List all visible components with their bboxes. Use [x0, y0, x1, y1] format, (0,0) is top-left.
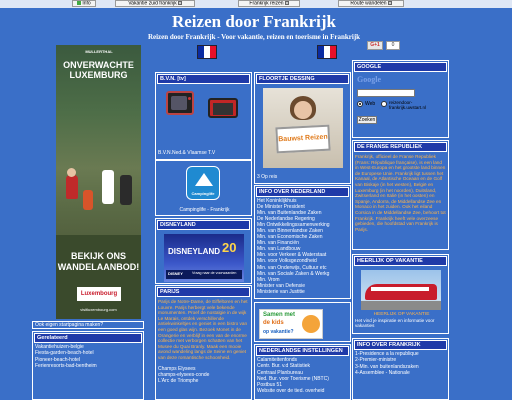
info-frankrijk-list: [353, 351, 448, 376]
bvn-caption: B.V.N.Ned.& Vlaamse T.V: [158, 150, 216, 156]
disneyland-banner[interactable]: [164, 234, 244, 282]
link-icon: [178, 1, 182, 5]
nederland-info-link[interactable]: De Nederlandse Regering: [257, 216, 315, 223]
nl-instellingen-link[interactable]: Calamiteitenfonds: [257, 357, 298, 363]
page: [5, 8, 503, 400]
related-link[interactable]: Pioneer-beach-hotel: [35, 356, 81, 363]
google-header: GOOGLE: [354, 62, 447, 72]
nederland-info-link[interactable]: Min. van Landbouw: [257, 246, 301, 253]
disneyland-tagline: Vraag naar de voorwaarden: [192, 271, 237, 275]
nl-instellingen-panel: [254, 344, 351, 400]
top-toolbar: [0, 0, 512, 8]
google-logo: Google: [357, 75, 381, 84]
campinglife-caption: Campinglife - Frankrijk: [179, 207, 230, 213]
heerlijk-description: Het vind je inspiratie en informatie voor vakanties: [355, 318, 435, 329]
related-link[interactable]: Fiesta-garden-beach-hotel: [35, 350, 94, 357]
page-title: Reizen door Frankrijk: [171, 12, 336, 31]
french-flag-icon: [317, 45, 337, 59]
info-frankrijk-link[interactable]: 3-Min. van buitenlandszaken: [355, 363, 419, 370]
disneyland-panel: [155, 218, 252, 284]
info-frankrijk-panel: [352, 338, 449, 400]
ad-headline-2: LUXEMBURG: [69, 70, 128, 80]
nederland-info-header: INFO OVER NEDERLAND: [256, 187, 349, 197]
nl-instellingen-link[interactable]: Centr. Bur. v.d Statistiek: [257, 363, 310, 370]
parijs-link[interactable]: Champs Elysees: [158, 365, 196, 372]
link-icon: [285, 1, 289, 5]
french-flag-icon: [197, 45, 217, 59]
google-panel: [352, 60, 449, 138]
bvn-header: B.V.N. [tv]: [157, 74, 250, 84]
nederland-info-link[interactable]: Min. van Sociale Zaken & Werkg: [257, 270, 330, 277]
franse-republiek-panel: [352, 140, 449, 250]
hiker-figure: [66, 175, 78, 199]
nederland-info-link[interactable]: Min. van Economische Zaken: [257, 234, 323, 241]
ad-cta-1: BEKIJK ONS: [70, 251, 126, 261]
train-photo[interactable]: [361, 270, 441, 310]
radio-web-label: Web: [365, 101, 376, 107]
nederland-info-link[interactable]: Min. voor Volksgezondheid: [257, 258, 317, 265]
ad-headline-1: ONVERWACHTE: [63, 60, 134, 70]
parijs-header: PARIJS: [157, 287, 250, 297]
parijs-panel: [155, 285, 252, 400]
luxembourg-ad[interactable]: [56, 45, 141, 319]
related-link[interactable]: Ferienresorts-bad-bentheim: [35, 362, 97, 369]
disneyland-header: DISNEYLAND: [157, 220, 250, 230]
nl-instellingen-link[interactable]: Website over de tied. overheid: [257, 388, 325, 395]
heerlijk-caption: HEERLIJK OP VAKANTIE: [373, 312, 430, 317]
disney-brand: DISNEY: [168, 271, 183, 276]
sun-icon: [302, 315, 320, 333]
floortje-photo[interactable]: [263, 88, 343, 168]
hiker-head: [67, 168, 76, 177]
parijs-link[interactable]: L'Arc de Triomphe: [158, 378, 199, 385]
floortje-sign: Bauwst Reizen: [275, 125, 330, 154]
heerlijk-panel: [352, 254, 449, 334]
related-header: Gerelateerd: [34, 333, 142, 343]
related-panel: [32, 331, 144, 400]
gplus-button[interactable]: G+1: [367, 41, 383, 50]
heerlijk-header: HEERLIJK OP VAKANTIE: [354, 256, 447, 266]
tv-icon[interactable]: [166, 91, 194, 115]
radio-site-label: reizendoor-frankrijk.uwstart.nl: [389, 100, 427, 110]
hiker-figure: [83, 190, 93, 210]
radio-web[interactable]: [357, 101, 363, 107]
nederland-info-link[interactable]: Min. voor Verkeer & Waterstaat: [257, 252, 327, 259]
tv-icon[interactable]: [208, 98, 238, 118]
nederland-info-link[interactable]: De Minister President: [257, 204, 305, 211]
disneyland-logo: DISNEYLAND: [168, 247, 221, 256]
nederland-info-link[interactable]: Het Koninklijkhuis: [257, 198, 297, 204]
nl-instellingen-list: [255, 357, 350, 395]
nederland-info-link[interactable]: Minister van Defensie: [257, 282, 306, 289]
info-frankrijk-link[interactable]: 1-Presidence a la republique: [355, 351, 419, 357]
nl-instellingen-link[interactable]: Postbus 51: [257, 382, 283, 389]
campinglife-panel: [155, 160, 252, 216]
top-link-frankrijk-reizen[interactable]: Frankrijk reizen: [238, 0, 300, 7]
nederland-info-link[interactable]: Min. Vrom: [257, 276, 280, 283]
bvn-panel: [155, 72, 252, 160]
link-icon: [388, 1, 392, 5]
hiker-figure: [120, 175, 132, 205]
info-frankrijk-link[interactable]: 4-Assemblee - Nationale: [355, 369, 410, 376]
parijs-link[interactable]: champs-elysees-conde: [158, 371, 210, 378]
ad-site: visitluxembourg.com: [80, 307, 117, 312]
info-icon: [77, 1, 81, 5]
page-subtitle: Reizen door Frankrijk - Voor vakantie, reizen en toerisme in Frankrijk: [147, 33, 361, 41]
nederland-info-link[interactable]: Min. van Buitenlandse Zaken: [257, 210, 322, 217]
campinglife-logo[interactable]: Campinglife: [186, 166, 220, 200]
franse-republiek-text: Frankrijk, officieel de Franse Republiek (Frans: République française), is een land in West-Europa en het grootste land binnen de Europese Unie. Frankrijk ligt tussen het Kanaal, de Atlantische Oceaan en de Golf van Biskaje (in het westen), België en Luxemburg (in het noorden), Duitsland, Zwitserland en Italië (in het oosten) en Spanje, Andorra, de Middellandse Zee en Monaco in het zuiden. Ook het eiland Corsica in de Middellandse Zee, behoort tot Frankrijk. Frankrijk heeft vele overzeese gebieden, die hoofdstad van Frankrijk is Parijs.: [355, 154, 446, 232]
nl-instellingen-link[interactable]: Centraal Planbureau: [257, 369, 303, 376]
franse-republiek-header: DE FRANSE REPUBLIEK: [354, 142, 447, 152]
ad-cta-2: WANDELAANBOD!: [57, 262, 140, 272]
parijs-text: Parijs de Notre-Dame, de Eiffeltoren en het Louvre. Parijs herbergt vele bekende monumenten. Proef de nostalgie in de wijk Le Marais, ontdek verschillende antiekwinkeltjes en geniet in een bistro van een goed glas wijn. Bezoek Monet in de Orangerie en verblijf in een van de enorme collectie met verborgen schatten van het Musee du Quai Branly. Maak een mooie avond wandeling langs de Seine en geniet van deze romantische schoonheid.: [158, 299, 248, 360]
top-link-route-wandelen[interactable]: Route wandelen: [338, 0, 404, 7]
start-page-bar[interactable]: Ook eigen startpagina maken?: [32, 321, 144, 329]
info-frankrijk-link[interactable]: 2-Premier-ministre: [355, 357, 397, 364]
google-search-input[interactable]: [357, 89, 415, 97]
luxembourg-logo: Luxembourg: [77, 287, 121, 301]
anniversary-badge: 20: [222, 240, 237, 255]
nederland-info-list: [255, 198, 350, 295]
nederland-info-link[interactable]: Min Ontwikkelingssamenwerking: [257, 222, 330, 229]
person-face: [294, 101, 312, 119]
nl-instellingen-header: NEDERLANDSE INSTELLINGEN: [256, 346, 349, 356]
top-link-vakantie-zuid-frankrijk[interactable]: Vakantie zuid frankrijk: [115, 0, 195, 7]
tent-icon: [195, 173, 213, 186]
floortje-caption: 3 Op reis: [257, 174, 278, 180]
samen-banner[interactable]: Samen met de kids op vakantie?: [259, 309, 323, 339]
ad-brand: MULLERTHAL: [85, 49, 113, 54]
nederland-info-link[interactable]: Min. van Financiën: [257, 240, 299, 247]
info-button[interactable]: Info: [72, 0, 96, 7]
nederland-info-link[interactable]: Min. van Binnenlandse Zaken: [257, 228, 323, 235]
nl-instellingen-link[interactable]: Ned. Bur. voor Toerisme (NBTC): [257, 375, 329, 382]
nederland-info-link[interactable]: Min. van Onderwijs, Cultuur etc: [257, 264, 327, 271]
related-link[interactable]: Vakantiehuizen-belgie: [35, 344, 84, 350]
gplus-count: 0: [386, 41, 400, 50]
info-frankrijk-header: INFO OVER FRANKRIJK: [354, 340, 447, 350]
floortje-panel: [254, 72, 351, 184]
samen-panel: [254, 302, 351, 342]
nederland-info-link[interactable]: Ministerie van Justitie: [257, 288, 305, 295]
radio-site[interactable]: [381, 101, 387, 107]
floortje-header: FLOORTJE DESSING: [256, 74, 349, 84]
hiker-figure: [102, 170, 114, 204]
nederland-info-panel: [254, 185, 351, 299]
google-search-button[interactable]: Zoeken: [358, 117, 376, 123]
